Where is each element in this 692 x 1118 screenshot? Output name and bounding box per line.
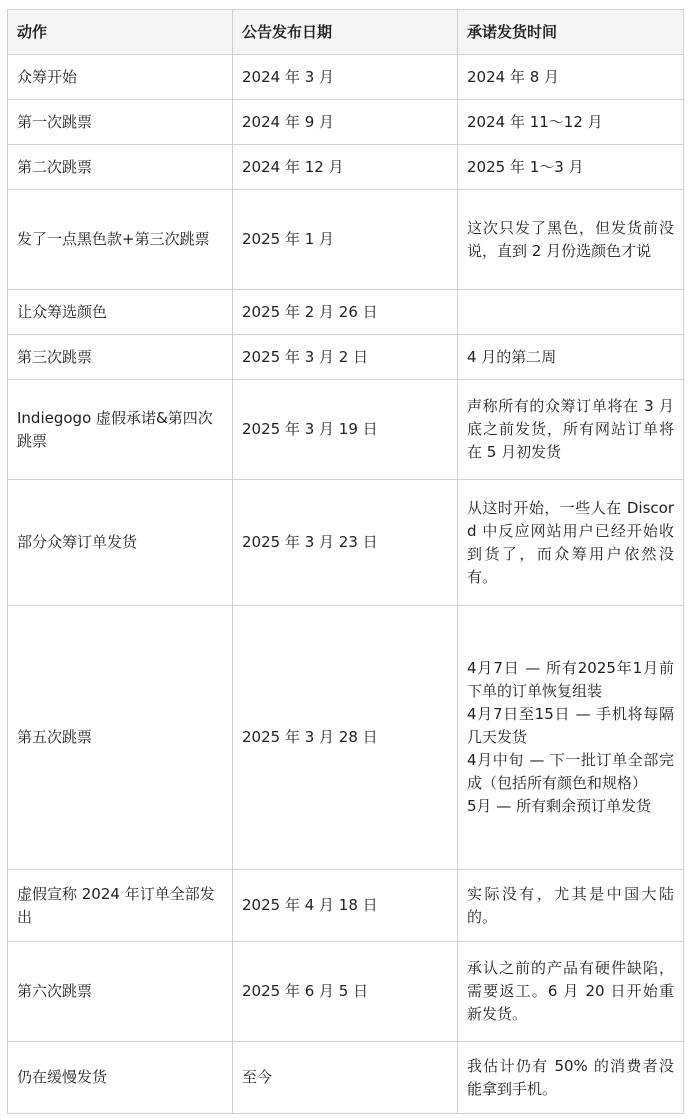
cell-date: 2024 年 9 月 [233,100,458,145]
table-row [8,606,684,870]
cell-promise: 实际没有，尤其是中国大陆的。 [458,870,684,942]
cell-date: 2025 年 3 月 28 日 [233,606,458,870]
timeline-table [7,9,684,1114]
cell-date: 2025 年 3 月 2 日 [233,335,458,380]
promise-line: 4月7日 — 所有2025年1月前下单的订单恢复组装 [467,659,674,700]
cell-action: Indiegogo 虚假承诺&第四次跳票 [8,380,233,480]
table-row [8,145,684,190]
header-announce-date: 公告发布日期 [233,10,458,55]
cell-action: 第三次跳票 [8,335,233,380]
cell-action: 发了一点黑色款+第三次跳票 [8,190,233,290]
cell-action: 第六次跳票 [8,942,233,1042]
cell-action: 部分众筹订单发货 [8,480,233,606]
cell-date: 2025 年 2 月 26 日 [233,290,458,335]
timeline-table-container [7,9,684,1114]
table-row [8,942,684,1042]
cell-action: 让众筹选颜色 [8,290,233,335]
table-row [8,190,684,290]
table-row [8,290,684,335]
cell-promise: 我估计仍有 50% 的消费者没能拿到手机。 [458,1042,684,1114]
cell-promise: 2025 年 1～3 月 [458,145,684,190]
cell-date: 2025 年 3 月 23 日 [233,480,458,606]
table-row [8,480,684,606]
cell-promise: 声称所有的众筹订单将在 3 月底之前发货，所有网站订单将在 5 月初发货 [458,380,684,480]
cell-date: 2024 年 3 月 [233,55,458,100]
cell-promise: 4 月的第二周 [458,335,684,380]
cell-promise-list [458,606,684,870]
cell-action: 第五次跳票 [8,606,233,870]
table-row [8,335,684,380]
header-promised-ship-time: 承诺发货时间 [458,10,684,55]
cell-date: 至今 [233,1042,458,1114]
cell-action: 第二次跳票 [8,145,233,190]
header-action: 动作 [8,10,233,55]
table-row [8,1042,684,1114]
cell-date: 2025 年 3 月 19 日 [233,380,458,480]
cell-date: 2025 年 1 月 [233,190,458,290]
cell-promise: 2024 年 11～12 月 [458,100,684,145]
table-row [8,870,684,942]
cell-action: 虚假宣称 2024 年订单全部发出 [8,870,233,942]
cell-action: 仍在缓慢发货 [8,1042,233,1114]
cell-promise: 承认之前的产品有硬件缺陷，需要返工。6 月 20 日开始重新发货。 [458,942,684,1042]
cell-promise: 从这时开始，一些人在 Discord 中反应网站用户已经开始收到货了，而众筹用户依然没有。 [458,480,684,606]
cell-date: 2025 年 4 月 18 日 [233,870,458,942]
table-row [8,380,684,480]
promise-line: 5月 — 所有剩余预订单发货 [467,797,652,815]
table-row [8,55,684,100]
cell-action: 第一次跳票 [8,100,233,145]
cell-promise: 2024 年 8 月 [458,55,684,100]
promise-line: 4月中旬 — 下一批订单全部完成（包括所有颜色和规格） [467,751,674,792]
promise-line: 4月7日至15日 — 手机将每隔几天发货 [467,705,674,746]
table-header-row [8,10,684,55]
cell-action: 众筹开始 [8,55,233,100]
table-row [8,100,684,145]
cell-promise [458,290,684,335]
cell-date: 2025 年 6 月 5 日 [233,942,458,1042]
cell-promise: 这次只发了黑色，但发货前没说，直到 2 月份选颜色才说 [458,190,684,290]
cell-date: 2024 年 12 月 [233,145,458,190]
